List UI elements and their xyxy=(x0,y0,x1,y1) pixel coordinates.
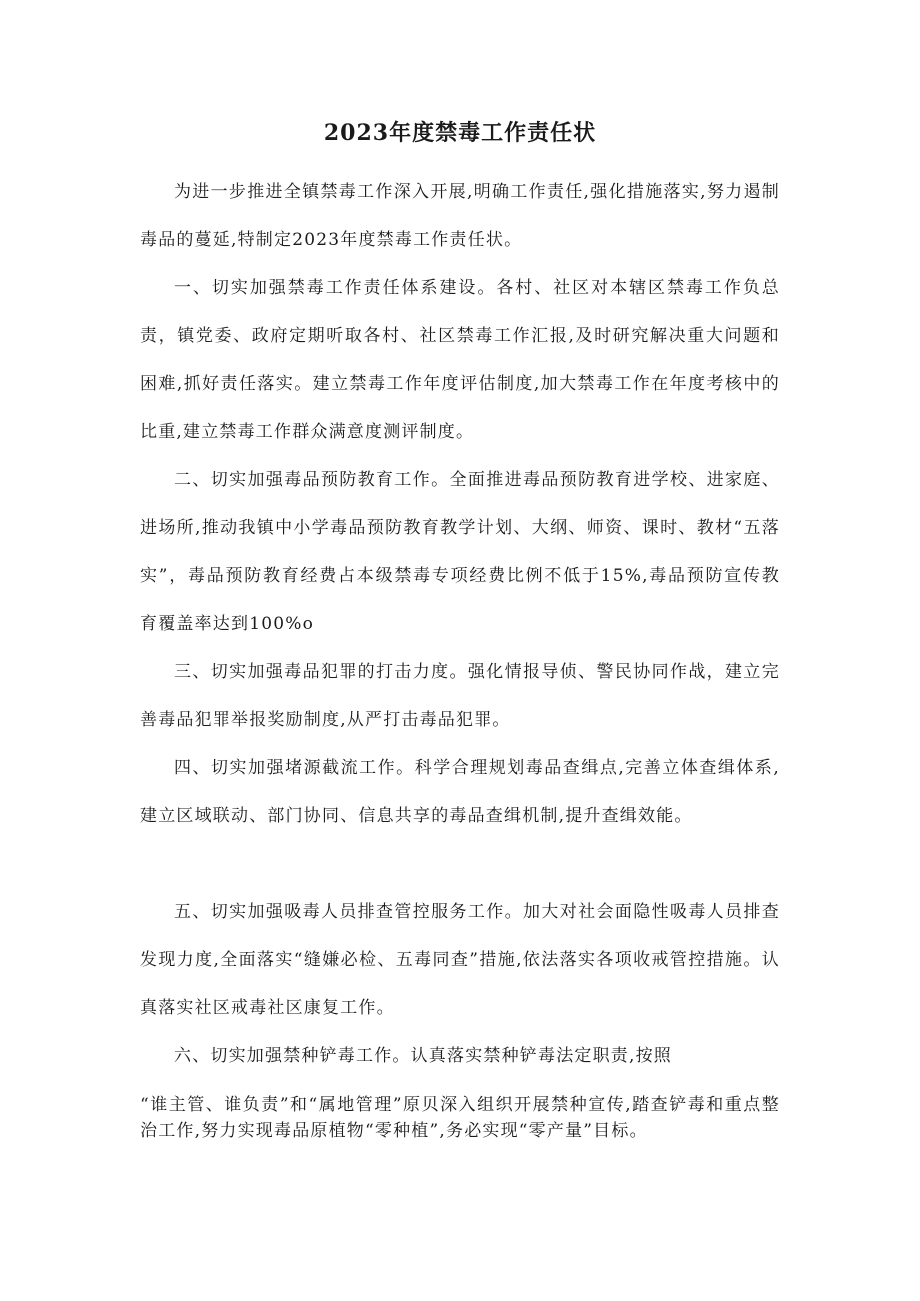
section-3-paragraph: 三、切实加强毒品犯罪的打击力度。强化情报导侦、警民协同作战，建立完善毒品犯罪举报奖励制度,从严打击毒品犯罪。 xyxy=(140,662,780,730)
section-5-paragraph: 五、切实加强吸毒人员排查管控服务工作。加大对社会面隐性吸毒人员排查发现力度,全面落实“缝嫌必检、五毒同查”措施,依法落实各项收戒管控措施。认真落实社区戒毒社区康复工作。 xyxy=(140,902,780,1018)
section-6-paragraph: 六、切实加强禁种铲毒工作。认真落实禁种铲毒法定职责,按照 xyxy=(174,1046,673,1066)
intro-paragraph: 为进一步推进全镇禁毒工作深入开展,明确工作责任,强化措施落实,努力遏制毒品的蔓延,特制定2023年度禁毒工作责任状。 xyxy=(140,182,780,250)
section-2-paragraph: 二、切实加强毒品预防教育工作。全面推进毒品预防教育进学校、进家庭、进场所,推动我镇中小学毒品预防教育教学计划、大纲、师资、课时、教材“五落实”，毒品预防教育经费占本级禁毒专项经费比例不低于15%,毒品预防宣传教育覆盖率达到100%o xyxy=(140,470,780,634)
document-title: 2023年度禁毒工作责任状 xyxy=(323,120,597,146)
section-6-continuation: “谁主管、谁负责”和“属地管理”原贝深入组织开展禁种宣传,踏查铲毒和重点整治工作,努力实现毒品原植物“零种植”,务必实现“零产量”目标。 xyxy=(140,1095,780,1141)
section-1-paragraph: 一、切实加强禁毒工作责任体系建设。各村、社区对本辖区禁毒工作负总责，镇党委、政府定期听取各村、社区禁毒工作汇报,及时研究解决重大问题和困难,抓好责任落实。建立禁毒工作年度评估制度,加大禁毒工作在年度考核中的比重,建立禁毒工作群众满意度测评制度。 xyxy=(140,278,780,442)
section-4-paragraph: 四、切实加强堵源截流工作。科学合理规划毒品查缉点,完善立体查缉体系,建立区域联动、部门协同、信息共享的毒品查缉机制,提升查缉效能。 xyxy=(140,758,780,826)
